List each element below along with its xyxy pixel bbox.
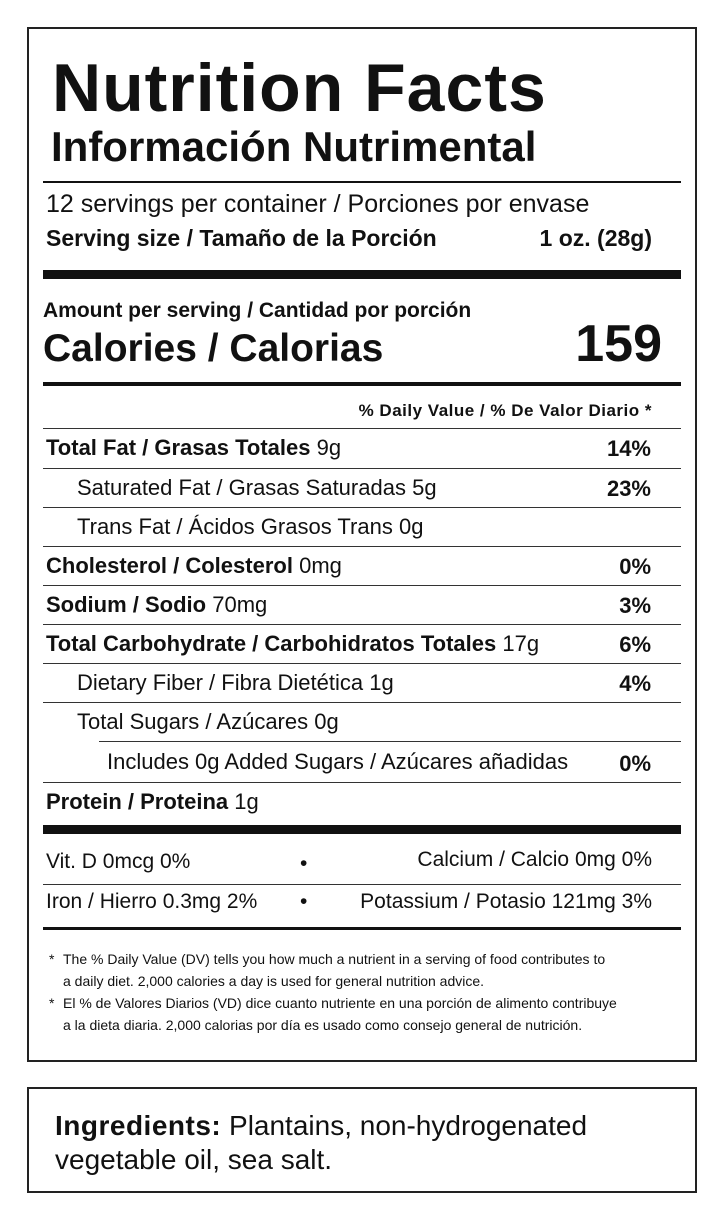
nutrient-dv: 4% bbox=[619, 671, 651, 696]
nutrient-row-dietary-fiber bbox=[43, 664, 681, 703]
nutrient-name: Total Sugars / Azúcares bbox=[77, 709, 309, 734]
medium-rule bbox=[43, 382, 681, 386]
footnote-star: * bbox=[49, 951, 55, 967]
footnote-rule bbox=[43, 927, 681, 930]
footnote-es-line-1: * El % de Valores Diarios (VD) dice cuanto nutriente en una porción de alimento contribuye bbox=[49, 995, 617, 1011]
bullet-separator: • bbox=[300, 852, 308, 875]
footnote-en-line-1: * The % Daily Value (DV) tells you how much a nutrient in a serving of food contributes to bbox=[49, 951, 606, 967]
nutrition-facts-panel bbox=[27, 27, 697, 1062]
calories-label: Calories / Calorias bbox=[43, 327, 384, 370]
title-es: Información Nutrimental bbox=[51, 123, 537, 170]
nutrient-name: Includes 0g Added Sugars / Azúcares añadidas bbox=[107, 749, 569, 774]
nutrient-amount: 9g bbox=[316, 435, 342, 460]
thick-rule-top bbox=[43, 270, 681, 279]
nutrient-row-total-sugars bbox=[43, 703, 681, 742]
nutrient-amount: 0g bbox=[314, 709, 339, 734]
nutrient-amount: 1g bbox=[369, 670, 394, 695]
serving-size-value: 1 oz. (28g) bbox=[539, 225, 652, 251]
nutrient-name: Sodium / Sodio bbox=[46, 592, 207, 617]
nutrient-row-trans-fat bbox=[43, 508, 681, 547]
iron: Iron / Hierro 0.3mg 2% bbox=[46, 890, 258, 913]
ingredients-panel bbox=[27, 1087, 697, 1193]
nutrient-row-protein bbox=[43, 783, 681, 822]
nutrient-row-total-carbohydrate bbox=[43, 625, 681, 664]
daily-value-header: % Daily Value / % De Valor Diario * bbox=[358, 401, 652, 420]
servings-per-container: 12 servings per container / Porciones por envase bbox=[46, 190, 590, 218]
nutrient-name: Cholesterol / Colesterol bbox=[46, 553, 293, 578]
footnote-en-line-2: a daily diet. 2,000 calories a day is used for general nutrition advice. bbox=[63, 973, 485, 989]
amount-per-serving-label: Amount per serving / Cantidad por porción bbox=[43, 299, 472, 322]
vitamin-d: Vit. D 0mcg 0% bbox=[46, 850, 191, 873]
nutrient-amount: 0g bbox=[398, 514, 424, 539]
nutrient-dv: 3% bbox=[619, 593, 651, 618]
nutrient-amount: 0mg bbox=[299, 553, 342, 578]
potassium: Potassium / Potasio 121mg 3% bbox=[360, 890, 652, 913]
nutrient-dv: 23% bbox=[606, 476, 651, 501]
title-rule bbox=[43, 181, 681, 183]
title-en: Nutrition Facts bbox=[52, 50, 547, 126]
nutrient-row-saturated-fat bbox=[43, 469, 681, 508]
nutrient-name: Trans Fat / Ácidos Grasos Trans bbox=[77, 514, 393, 539]
footnote-es-line-2: a la dieta diaria. 2,000 calorias por día es usado como consejo general de nutrición. bbox=[63, 1017, 583, 1033]
thick-rule-bottom bbox=[43, 825, 681, 834]
nutrient-row-cholesterol bbox=[43, 547, 681, 586]
nutrient-row-sodium bbox=[43, 586, 681, 625]
nutrient-name: Total Fat / Grasas Totales bbox=[46, 435, 311, 460]
nutrient-row-added-sugars bbox=[43, 742, 681, 782]
nutrient-name: Saturated Fat / Grasas Saturadas bbox=[77, 475, 406, 500]
row-divider bbox=[43, 884, 681, 885]
nutrient-name: Total Carbohydrate / Carbohidratos Totales bbox=[46, 631, 497, 656]
footnote-star: * bbox=[49, 995, 55, 1011]
nutrient-dv: 14% bbox=[606, 436, 651, 461]
bullet-separator: • bbox=[300, 890, 308, 913]
calcium: Calcium / Calcio 0mg 0% bbox=[417, 848, 652, 871]
nutrient-name: Dietary Fiber / Fibra Dietética bbox=[77, 670, 364, 695]
serving-size-label: Serving size / Tamaño de la Porción bbox=[46, 225, 437, 251]
nutrient-dv: 6% bbox=[619, 632, 651, 657]
ingredients-label: Ingredients: bbox=[55, 1110, 222, 1141]
nutrient-dv: 0% bbox=[619, 751, 651, 776]
nutrient-row-total-fat bbox=[43, 429, 681, 468]
nutrient-name: Protein / Proteina bbox=[46, 789, 229, 814]
nutrient-amount: 1g bbox=[234, 789, 259, 814]
nutrient-amount: 5g bbox=[412, 475, 437, 500]
calories-value: 159 bbox=[575, 315, 662, 373]
nutrient-dv: 0% bbox=[619, 554, 651, 579]
nutrient-amount: 17g bbox=[502, 631, 540, 656]
ingredients-list: Plantains, non-hydrogenated vegetable oil, sea salt. bbox=[55, 1110, 588, 1175]
ingredients-text bbox=[55, 1109, 675, 1177]
nutrient-amount: 70mg bbox=[212, 592, 268, 617]
